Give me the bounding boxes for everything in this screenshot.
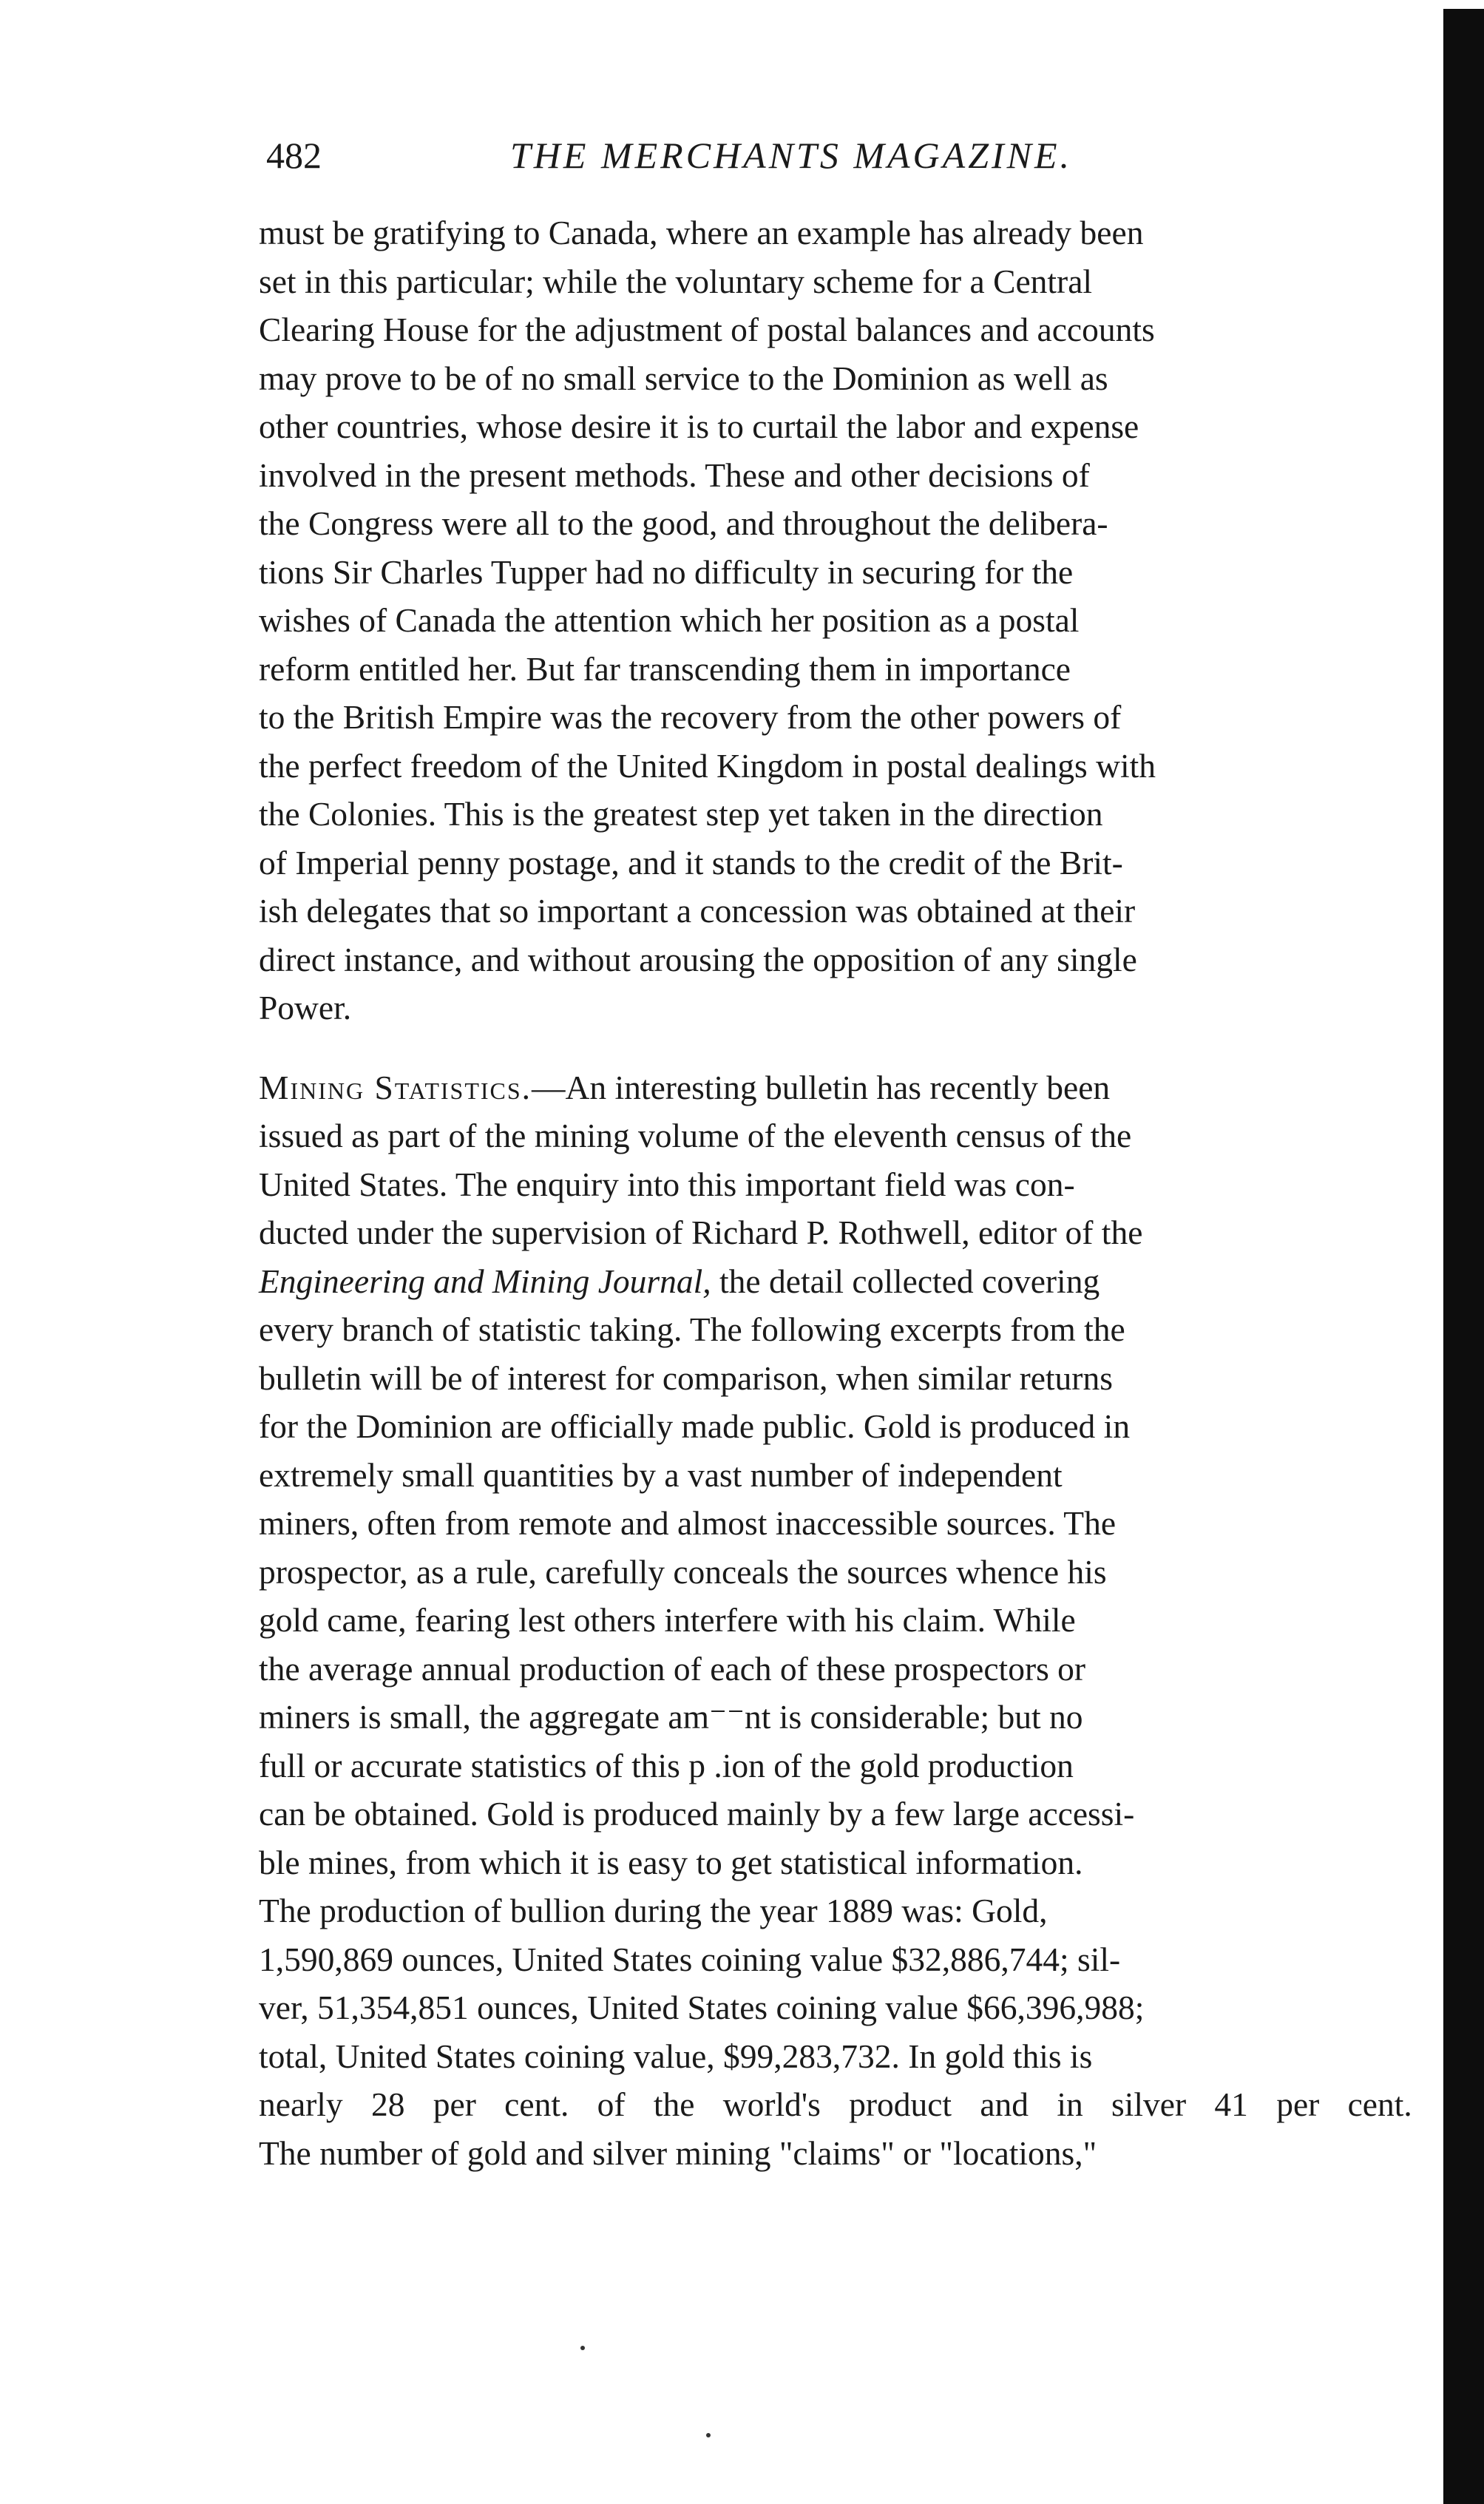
text-line: tions Sir Charles Tupper had no difficulty in securing for the: [259, 552, 1074, 591]
running-title: THE MERCHANTS MAGAZINE.: [510, 135, 1073, 176]
text-line: full or accurate statistics of this p .ion of the gold production: [259, 1746, 1074, 1784]
text-line: must be gratifying to Canada, where an example has already been: [259, 214, 1144, 251]
text-line: nearly 28 per cent. of the world's product and in silver 41 per cent.: [259, 2085, 1412, 2123]
text-line: ver, 51,354,851 ounces, United States coining value $66,396,988;: [259, 1989, 1145, 2026]
text-line: ish delegates that so important a concession was obtained at their: [259, 892, 1136, 930]
paragraph-mining-statistics: [259, 1063, 1412, 2178]
text-line: the perfect freedom of the United Kingdom in postal dealings with: [259, 746, 1156, 785]
page-number: 482: [266, 135, 322, 176]
text-line: may prove to be of no small service to the Dominion as well as: [259, 359, 1108, 397]
text-line: direct instance, and without arousing the opposition of any single: [259, 940, 1137, 978]
scan-edge-bar: [1443, 9, 1484, 2504]
text-line: total, United States coining value, $99,283,732. In gold this is: [259, 2037, 1093, 2075]
text-line: the average annual production of each of these prospectors or: [259, 1649, 1086, 1688]
text-line: ble mines, from which it is easy to get statistical information.: [259, 1843, 1083, 1881]
text-line: prospector, as a rule, carefully conceals the sources whence his: [259, 1552, 1107, 1591]
text-line: can be obtained. Gold is produced mainly by a few large accessi-: [259, 1795, 1135, 1833]
section-heading: Mining Statistics.: [259, 1068, 532, 1106]
text-line: issued as part of the mining volume of the eleventh census of the: [259, 1117, 1132, 1154]
text-fragment: —An interesting bulletin has recently been: [532, 1068, 1111, 1106]
text-line: 1,590,869 ounces, United States coining value $32,886,744; sil-: [259, 1940, 1121, 1978]
text-line: Clearing House for the adjustment of postal balances and accounts: [259, 311, 1155, 348]
page-header: [266, 126, 1420, 185]
text-line: [259, 1063, 1412, 1112]
text-line: for the Dominion are officially made public. Gold is produced in: [259, 1407, 1131, 1445]
text-line: gold came, fearing lest others interfere with his claim. While: [259, 1601, 1076, 1639]
text-line: miners is small, the aggregate am⁻⁻nt is considerable; but no: [259, 1698, 1083, 1736]
text-line: to the British Empire was the recovery from the other powers of: [259, 698, 1122, 736]
text-line: the Colonies. This is the greatest step yet taken in the direction: [259, 795, 1103, 833]
text-line: miners, often from remote and almost inaccessible sources. The: [259, 1504, 1117, 1542]
body-text: [259, 209, 1412, 2177]
journal-title: Engineering and Mining Journal,: [259, 1262, 711, 1300]
text-line: the Congress were all to the good, and throughout the delibera-: [259, 504, 1108, 542]
text-line: The production of bullion during the year 1889 was: Gold,: [259, 1892, 1048, 1929]
text-fragment: the detail collected covering: [711, 1262, 1100, 1300]
scan-specks: [577, 2344, 725, 2463]
text-line: Power.: [259, 989, 352, 1026]
paragraph-postal-congress: [259, 209, 1412, 1032]
text-line: other countries, whose desire it is to curtail the labor and expense: [259, 407, 1139, 445]
text-line: involved in the present methods. These and other decisions of: [259, 456, 1090, 494]
text-line: [259, 1257, 1412, 1306]
text-line: every branch of statistic taking. The following excerpts from the: [259, 1310, 1125, 1348]
text-line: set in this particular; while the voluntary scheme for a Central: [259, 262, 1093, 300]
text-line: reform entitled her. But far transcending them in importance: [259, 649, 1071, 688]
speck-dot: [580, 2346, 585, 2350]
text-line: bulletin will be of interest for comparison, when similar returns: [259, 1358, 1113, 1397]
text-line: wishes of Canada the attention which her position as a postal: [259, 601, 1080, 639]
text-line: of Imperial penny postage, and it stands to the credit of the Brit-: [259, 843, 1123, 882]
text-line: United States. The enquiry into this important field was con-: [259, 1165, 1075, 1203]
text-line: The number of gold and silver mining "claims" or "locations,": [259, 2134, 1097, 2172]
text-line: extremely small quantities by a vast number of independent: [259, 1455, 1063, 1494]
speck-dot: [706, 2433, 711, 2437]
text-line: ducted under the supervision of Richard P. Rothwell, editor of the: [259, 1214, 1143, 1251]
